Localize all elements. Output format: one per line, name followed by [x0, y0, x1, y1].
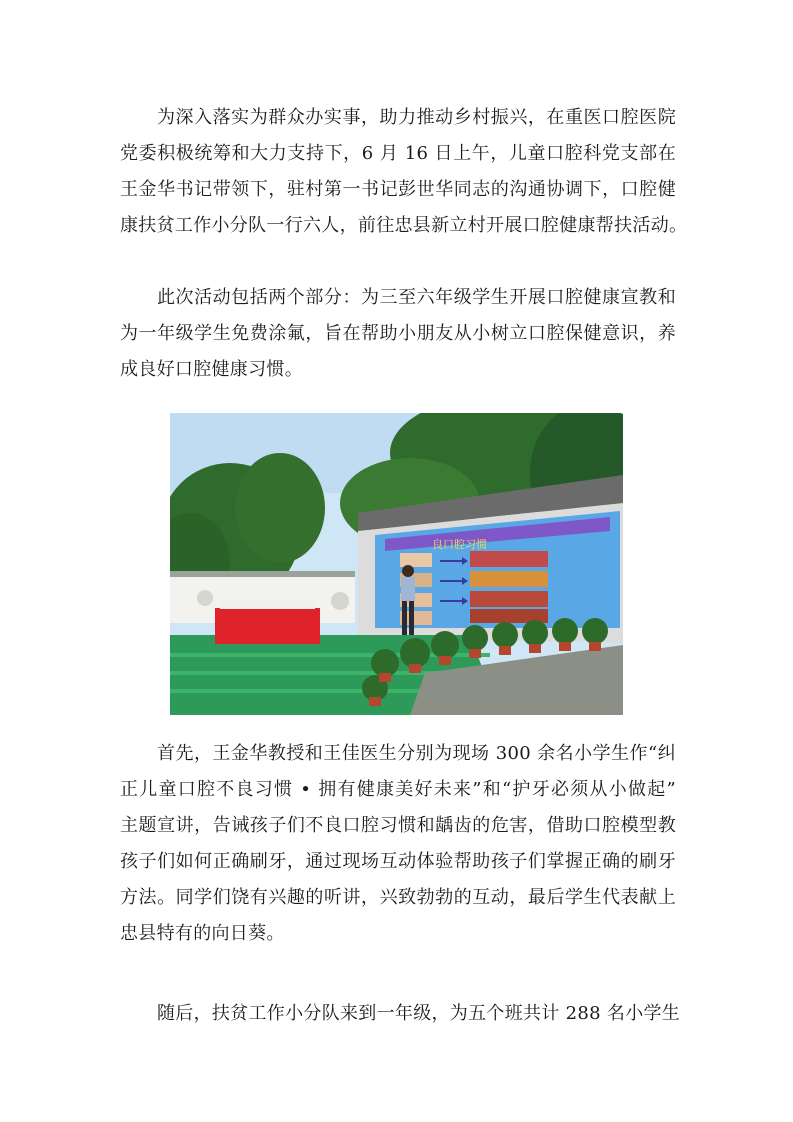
paragraph-line: 为深入落实为群众办实事，助力推动乡村振兴，在重医口腔医院 — [157, 107, 676, 128]
paragraph-4 — [120, 996, 681, 1032]
paragraph-2 — [120, 280, 676, 388]
paragraph-line: 为一年级学生免费涂氟，旨在帮助小朋友从小树立口腔保健意识，养 — [120, 323, 676, 344]
paragraph-3 — [120, 736, 676, 952]
paragraph-line: 首先，王金华教授和王佳医生分别为现场 300 余名小学生作“纠 — [157, 743, 676, 764]
event-photo-illustration — [170, 413, 623, 715]
paragraph-line: 王金华书记带领下，驻村第一书记彭世华同志的沟通协调下，口腔健 — [120, 179, 676, 200]
paragraph-line: 党委积极统筹和大力支持下，6 月 16 日上午，儿童口腔科党支部在 — [120, 143, 676, 164]
paragraph-line: 康扶贫工作小分队一行六人，前往忠县新立村开展口腔健康帮扶活动。 — [120, 215, 688, 236]
paragraph-line: 孩子们如何正确刷牙，通过现场互动体验帮助孩子们掌握正确的刷牙 — [120, 851, 676, 872]
paragraph-line: 随后，扶贫工作小分队来到一年级，为五个班共计 288 名小学生 — [157, 1003, 681, 1024]
event-photo — [170, 413, 623, 715]
paragraph-line: 此次活动包括两个部分：为三至六年级学生开展口腔健康宣教和 — [157, 287, 676, 308]
paragraph-1 — [120, 100, 688, 244]
screen-title: 良口腔习惯 — [432, 538, 487, 551]
paragraph-line: 成良好口腔健康习惯。 — [120, 359, 303, 380]
paragraph-line: 方法。同学们饶有兴趣的听讲，兴致勃勃的互动，最后学生代表献上 — [120, 887, 676, 908]
paragraph-line: 忠县特有的向日葵。 — [120, 923, 285, 944]
paragraph-line: 正儿童口腔不良习惯 • 拥有健康美好未来”和“护牙必须从小做起” — [120, 779, 676, 800]
paragraph-line: 主题宣讲，告诫孩子们不良口腔习惯和龋齿的危害，借助口腔模型教 — [120, 815, 676, 836]
